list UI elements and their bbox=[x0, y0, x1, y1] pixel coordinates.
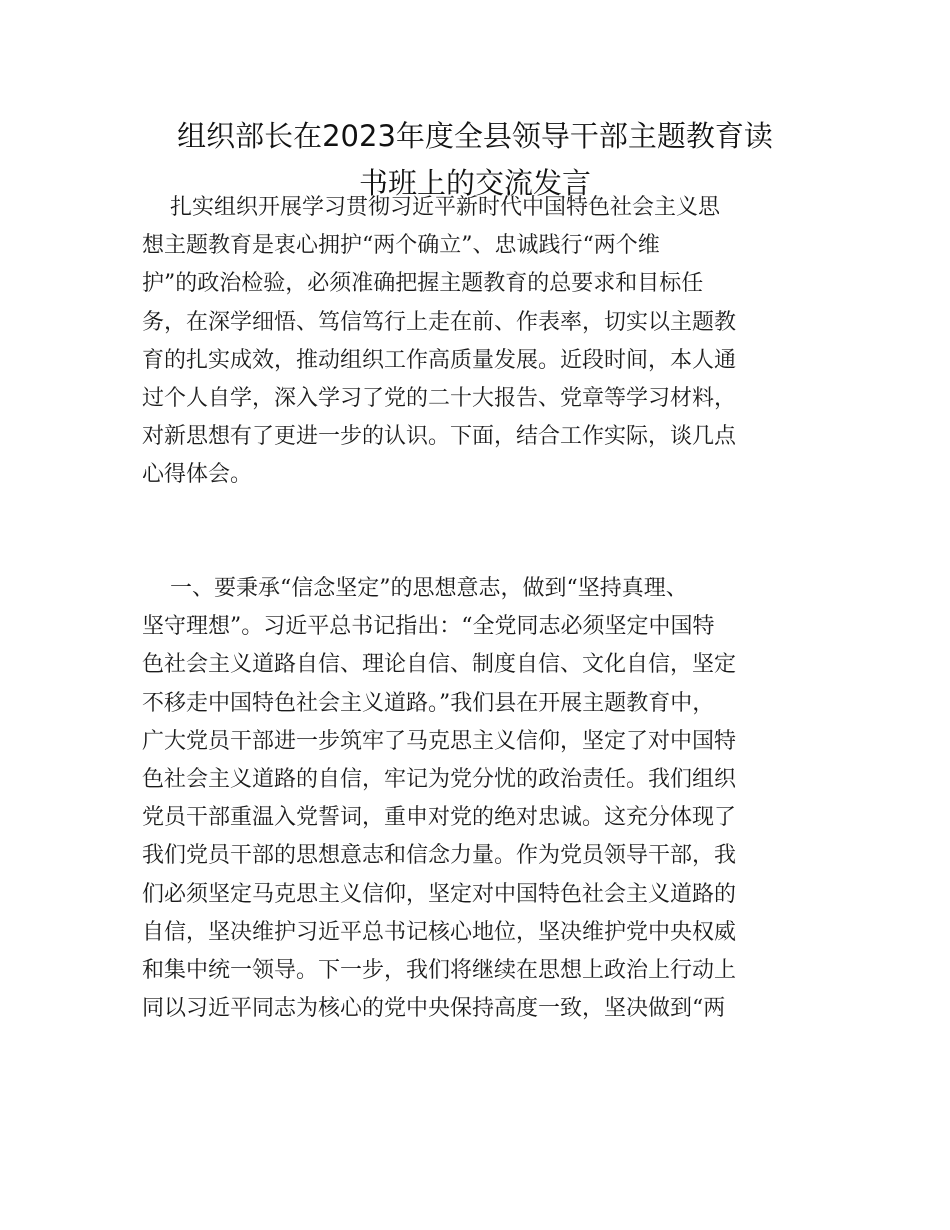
text-line: 护”的政治检验，必须准确把握主题教育的总要求和目标任 bbox=[142, 271, 704, 297]
text-line: 扎实组织开展学习贯彻习近平新时代中国特色社会主义思 bbox=[142, 195, 720, 220]
text-line: 不移走中国特色社会主义道路。”我们县在开展主题教育中， bbox=[142, 690, 715, 716]
text-line: 一、要秉承“信念坚定”的思想意志，做到“坚持真理、 bbox=[142, 576, 688, 601]
text-line: 对新思想有了更进一步的认识。下面，结合工作实际，谈几点 bbox=[142, 424, 737, 450]
text-line: 广大党员干部进一步筑牢了马克思主义信仰，坚定了对中国特 bbox=[142, 728, 737, 754]
text-line: 党员干部重温入党誓词，重申对党的绝对忠诚。这充分体现了 bbox=[142, 805, 737, 831]
text-line: 同以习近平同志为核心的党中央保持高度一致，坚决做到“两 bbox=[142, 996, 726, 1022]
text-line: 色社会主义道路的自信，牢记为党分忧的政治责任。我们组织 bbox=[142, 767, 737, 793]
text-line: 想主题教育是衷心拥护“两个确立”、忠诚践行“两个维 bbox=[142, 233, 660, 259]
text-line: 育的扎实成效，推动组织工作高质量发展。近段时间，本人通 bbox=[142, 347, 737, 373]
text-line: 我们党员干部的思想意志和信念力量。作为党员领导干部，我 bbox=[142, 843, 737, 869]
title-line: 书班上的交流发言 bbox=[358, 166, 591, 200]
text-line: 自信，坚决维护习近平总书记核心地位，坚决维护党中央权威 bbox=[142, 919, 737, 945]
text-line: 坚守理想”。习近平总书记指出：“全党同志必须坚定中国特 bbox=[142, 614, 715, 640]
title-line: 组织部长在2023年度全县领导干部主题教育读 bbox=[177, 119, 773, 153]
text-line: 务，在深学细悟、笃信笃行上走在前、作表率，切实以主题教 bbox=[142, 309, 737, 335]
text-line: 心得体会。 bbox=[142, 462, 253, 488]
text-line: 过个人自学，深入学习了党的二十大报告、党章等学习材料， bbox=[142, 386, 737, 412]
intro-paragraph bbox=[142, 189, 810, 495]
text-line: 们必须坚定马克思主义信仰，坚定对中国特色社会主义道路的 bbox=[142, 881, 737, 907]
section-one-paragraph bbox=[142, 570, 810, 1028]
text-line: 色社会主义道路自信、理论自信、制度自信、文化自信，坚定 bbox=[142, 652, 737, 678]
text-line: 和集中统一领导。下一步，我们将继续在思想上政治上行动上 bbox=[142, 958, 737, 984]
